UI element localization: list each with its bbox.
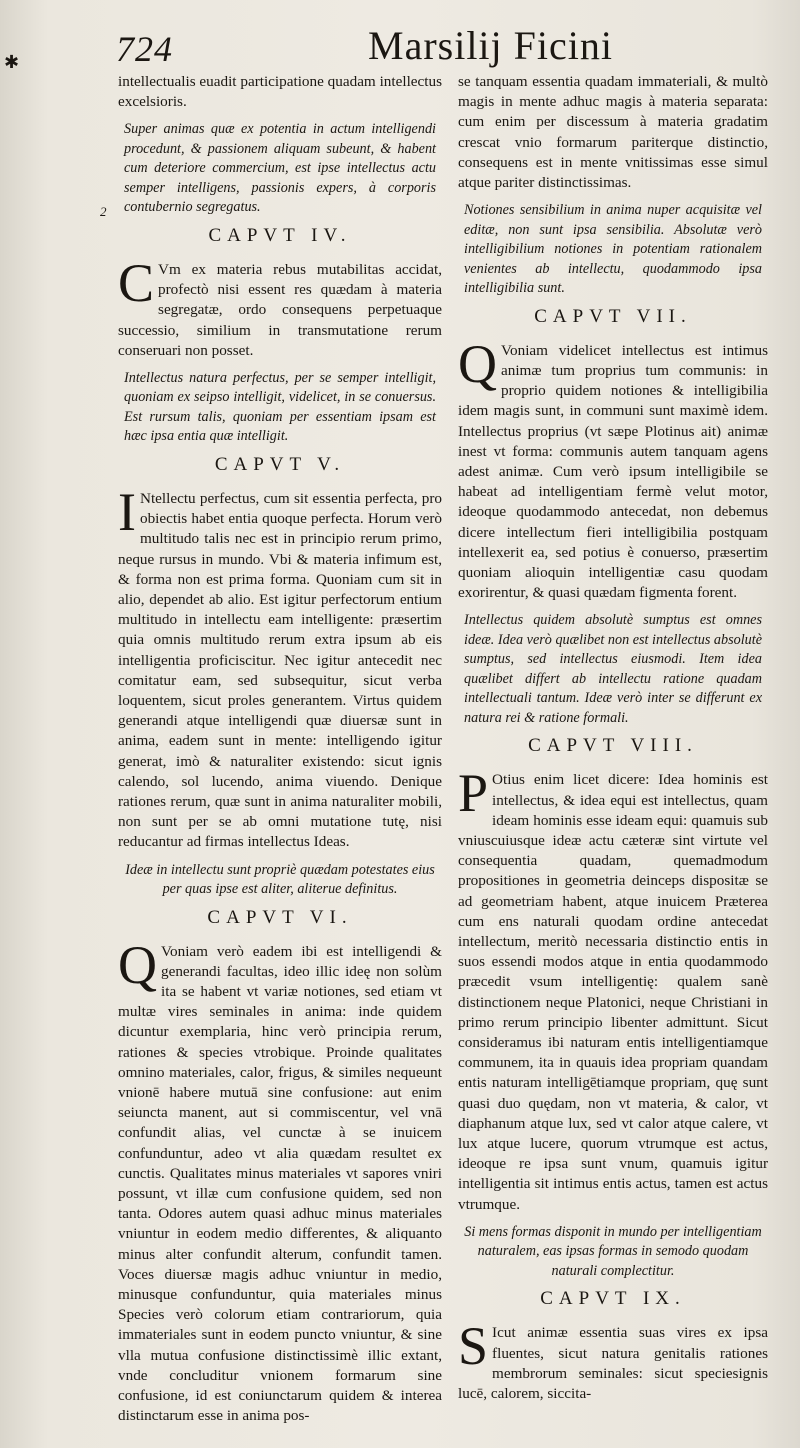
chapter-8-body: Otius enim licet dicere: Idea hominis est intellectus, & idea equi est intellectus, quam ideam hominis esse ideam equi: quamuis sub vniuscuiusque ideæ actu cæteræ sint virtute vel consequentia quadam, quemadmodum propositiones in geometria deinceps dispositæ se ad geometriam habent, atque inuicem Præterea cum ens naturali quodam ordine antecedat intellectum, meritò necessaria distinctio entis in suos essendi modos atque in entia quodammodo præcedit vsum intelligentię: qualem sanè distinctionem neque Platonici, neque Christiani in primo rerum principio libenter admittunt. Sicut consideramus ibi naturam entis intelligentiamque communem, ita in quauis idea propriam quandam entis naturam intelligētiamque propriam, quę sunt quasi duo quędam, non vt materia, & calor, vt diaphanum atque lux, sed vt calor atque calere, vt lux atque lucere, quorum vtrumque est actus, ideoque re ipsa sunt vnum, quamuis igitur intelligentia sit intimus entis actus, tamen est actus vtrumque. (458, 771, 768, 1213)
chapter-6-summary: Ideæ in intellectu sunt propriè quædam potestates eius per quas ipse est aliter, aliterue definitus. (125, 861, 435, 898)
drop-cap: I (118, 481, 136, 542)
right-column (458, 72, 768, 1404)
chapter-6-heading: CAPVT VI. (207, 906, 353, 928)
chapter-9-text (458, 1316, 768, 1404)
chapter-7-summary: Notiones sensibilium in anima nuper acquisitæ vel editæ, non sunt ipsa sensibilia. Absolutæ verò intelligibilium notiones in potentiam rationalem venientes ab intellectu, quodammodo ipsa intelligibilia sunt. (464, 202, 762, 297)
chapter-8-text (458, 763, 768, 1214)
chapter-6-text (118, 934, 442, 1427)
right-intro-paragraph: se tanquam essentia quadam immateriali, & multò magis in mente adhuc magis à materia separata: cum enim per discessum à materia gradatim crescat vnio formarum pariterque distinctio, consequens est in mente vnitissimas esse simul atque pariter distinctissimas. (458, 73, 768, 192)
chapter-5-text (118, 481, 442, 853)
margin-note: 2 (100, 204, 107, 219)
drop-cap: P (458, 763, 489, 824)
chapter-5-body: Ntellectu perfectus, cum sit essentia perfecta, pro obiectis habet entia quoque perfecta. Horum verò multitudo talis nec est in principio rerum primo, neque rursus in mundo. Vbi & materia infimum est, & forma non est prima forma. Quoniam cum sit in alio, dependet ab alio. Est igitur perfectorum entium multitudo in intellectu eam intelligente: præsertim quia omnis multitudo rerum extra ipsum ab eis intelligentia proficiscitur. Nec igitur antecedit nec comitatur eam, sed subsequitur, sicut verba loquentem, sicut proles generantem. Virtus quidem generandi atque intelligendi quæ diuersæ sunt in anima, eadem sunt in mente: intelligendo igitur generat, imò & naturaliter existendo: sicut ignis calendo, sol lucendo, anima viuendo. Denique rationes rerum, quæ sunt in anima naturaliter mobili, non sunt per se ab omni mutatione tutę, nisi reducantur ad firmas intellectus Ideas. (118, 489, 442, 851)
left-column (118, 72, 442, 1426)
chapter-4-text (118, 252, 442, 361)
chapter-9-summary: Si mens formas disponit in mundo per intelligentiam naturalem, eas ipsas formas in semodo quodam naturali complectitur. (464, 1223, 762, 1279)
chapter-4-body: Vm ex materia rebus mutabilitas accidat, profectò nisi essent res quædam à materia segregatæ, ordo consequens perpetuaque successio, similium in transmutatione rerum conseruari non posset. (118, 260, 442, 359)
chapter-7-body: Voniam videlicet intellectus est intimus animæ tum proprius tum communis: in proprio quidem notiones & intelligibilia idem magis sunt, in communi sunt maximè idem. Intellectus proprius (vt sæpe Plotinus ait) animæ inest vt forma: communis autem tanquam agens adest animæ. Cum verò ipsum intelligibile se habeat ad intelligentiam fermè velut motor, ideoque quodammodo antecedat, non debemus dicere intellectum fieri intelligibilia postquam intellexerit ea, sed potius è conuerso, præsertim quoniam alioquin intelligentiæ casu quodam exorirentur, & quasi quædam figmenta forent. (458, 341, 768, 602)
drop-cap: Q (458, 333, 497, 394)
page-number: 724 (116, 29, 173, 69)
chapter-8-summary: Intellectus quidem absolutè sumptus est omnes ideæ. Idea verò quælibet non est intellectus absolutè sumptus, sed intellectus eiusmodi. Item idea quælibet differt ab intellectu ratione quadam intellectuali tantum. Ideæ verò inter se differunt ex natura rei & ratione formali. (464, 612, 762, 726)
chapter-7-heading: CAPVT VII. (534, 305, 692, 327)
chapter-7-text (458, 333, 768, 604)
chapter-8-heading: CAPVT VIII. (528, 735, 698, 757)
chapter-4-heading: CAPVT IV. (208, 224, 352, 246)
chapter-9-body: Icut animæ essentia suas vires ex ipsa fluentes, sicut natura genitalis rationes membrorum seminales: sicut speciesignis lucē, calorem, siccita- (458, 1324, 768, 1402)
running-head: Marsilij Ficini (368, 23, 613, 68)
chapter-5-heading: CAPVT V. (214, 453, 346, 475)
page-header (0, 22, 800, 72)
chapter-4-summary: Super animas quæ ex potentia in actum intelligendi procedunt, & passionem aliquam subeunt, & habent cum deteriore commercium, est ipse intellectus actu semper intelligens, passionis expers, à corporis contubernio segregatus. (124, 121, 436, 216)
chapter-9-heading: CAPVT IX. (540, 1288, 686, 1310)
drop-cap: S (458, 1316, 489, 1377)
left-intro-paragraph: intellectualis euadit participatione quadam intellectus excelsioris. (118, 73, 442, 111)
margin-mark: ✱ (4, 52, 20, 72)
chapter-6-body: Voniam verò eadem ibi est intelligendi & generandi facultas, ideo illic ideę non solùm ita se habent vt variæ notiones, sed etiam vt multæ vires seminales in anima: inde quidem dicuntur exemplaria, hinc verò principia rerum, rationes & species vtrobique. Proinde qualitates omnino materiales, calor, frigus, & similes nequeunt vnionē habere mutuā sine confusione: aut enim seiuncta manent, aut si commiscentur, vel vnā confundit alias, vel cunctæ à se inuicem confunduntur, adeo vt alia quædam resultet ex cunctis. Qualitates minus materiales vt sapores vniri possunt, vt illæ cum confusione quidem, sed non tanta. Odores autem quasi adhuc minus materiales vniuntur in eodem medio differentes, & aliquanto minus alter confundit alterum, confundit tamen. Voces diuersæ magis adhuc vniuntur in medio, minusque confunduntur, quia materiales minus Species verò colorum etiam contrariorum, quia immateriales sunt in eodem puncto vniuntur, & sine vlla mutua confusione distinctissimè illic extant, vnde concluditur vnionem formarum sine confusione, id est coniunctarum quidem & interea distinctarum esse in anima pos- (118, 942, 442, 1425)
chapter-5-summary: Intellectus natura perfectus, per se semper intelligit, quoniam ex seipso intelligit, videlicet, in se conuersus. Est rursum talis, quoniam per essentiam ipsam est hæc ipsa entia quæ intelligit. (124, 369, 436, 445)
drop-cap: Q (118, 934, 157, 995)
drop-cap: C (118, 252, 155, 313)
